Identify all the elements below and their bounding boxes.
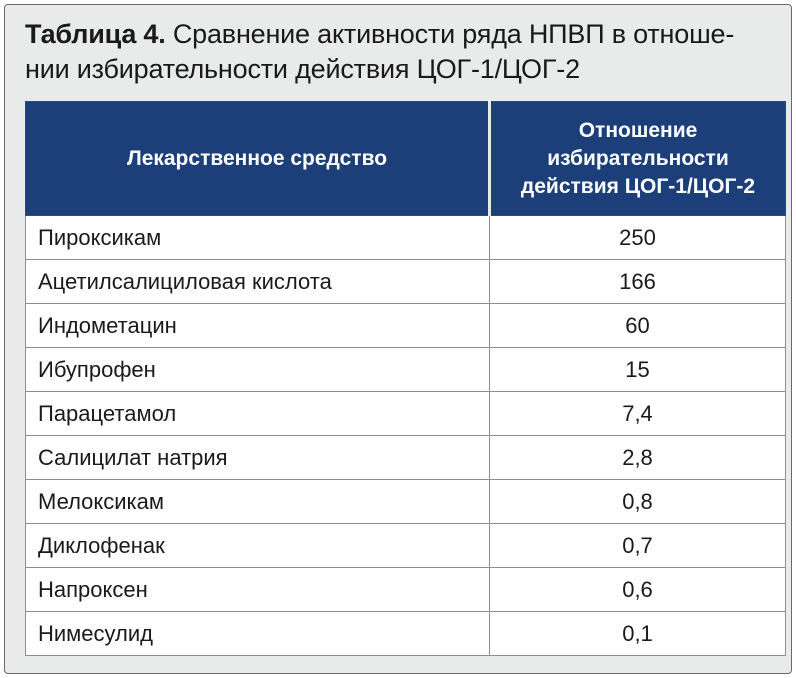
header-row [26,102,786,216]
drug-name: Нимесулид [26,612,490,656]
caption-line2: нии избирательности действия ЦОГ-1/ЦОГ-2 [25,54,580,84]
ratio-value: 15 [490,348,786,392]
comparison-table [25,101,786,656]
drug-name: Ибупрофен [26,348,490,392]
drug-name: Мелоксикам [26,480,490,524]
caption-line1: Сравнение активности ряда НПВП в отноше- [165,19,735,49]
drug-name: Ацетилсалициловая кислота [26,260,490,304]
table-caption [25,17,775,87]
ratio-value: 166 [490,260,786,304]
table-row [26,260,786,304]
ratio-value: 0,6 [490,568,786,612]
ratio-value: 0,1 [490,612,786,656]
table-row [26,568,786,612]
header-drug: Лекарственное средство [26,102,490,216]
drug-name: Индометацин [26,304,490,348]
drug-name: Диклофенак [26,524,490,568]
table-row [26,392,786,436]
drug-name: Пироксикам [26,216,490,260]
drug-name: Напроксен [26,568,490,612]
ratio-value: 250 [490,216,786,260]
ratio-value: 0,8 [490,480,786,524]
drug-name: Салицилат натрия [26,436,490,480]
table-frame [4,4,792,674]
caption-label: Таблица 4. [25,19,166,49]
table-row [26,480,786,524]
table-row [26,524,786,568]
drug-name: Парацетамол [26,392,490,436]
ratio-value: 0,7 [490,524,786,568]
table-row [26,304,786,348]
table-row [26,216,786,260]
ratio-value: 7,4 [490,392,786,436]
header-ratio: Отношение избирательности действия ЦОГ-1/ЦОГ-2 [490,102,786,216]
ratio-value: 60 [490,304,786,348]
ratio-value: 2,8 [490,436,786,480]
table-row [26,436,786,480]
table-row [26,348,786,392]
table-row [26,612,786,656]
